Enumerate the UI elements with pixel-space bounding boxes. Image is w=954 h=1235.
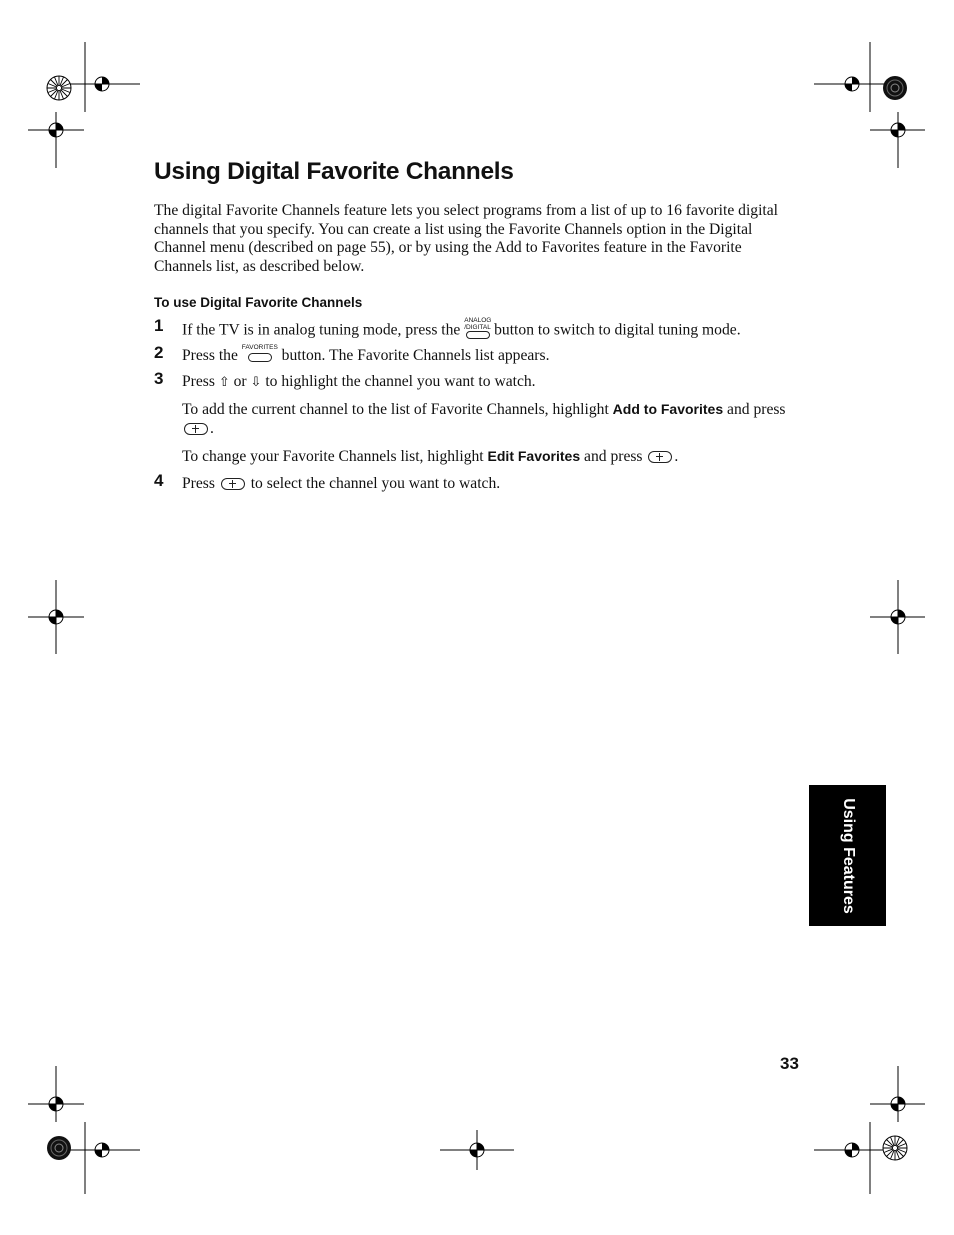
step-3-after: to highlight the channel you want to watch. [261, 373, 536, 390]
step-4-text [182, 475, 500, 494]
enter-button-icon [221, 478, 245, 490]
down-arrow-icon: ⇩ [250, 375, 262, 390]
note-2-after: and press [580, 448, 647, 465]
enter-button-icon [648, 451, 672, 463]
chapter-tab-label: Using Features [839, 797, 857, 914]
add-to-favorites-term: Add to Favorites [612, 401, 724, 417]
up-arrow-icon: ⇧ [218, 375, 230, 390]
note-2-end: . [674, 448, 679, 465]
chapter-tab [809, 785, 886, 926]
note-edit-favorites [182, 447, 678, 467]
digital-label: /DIGITAL [464, 324, 491, 331]
step-number: 2 [154, 343, 164, 362]
step-number: 3 [154, 369, 164, 388]
favorites-button-icon [242, 344, 278, 362]
favorites-pill [248, 353, 272, 362]
page-title: Using Digital Favorite Channels [154, 158, 514, 185]
page-number: 33 [780, 1054, 799, 1073]
note-add-favorites [182, 400, 802, 438]
enter-button-icon [184, 423, 208, 435]
edit-favorites-term: Edit Favorites [487, 448, 581, 464]
intro-paragraph: The digital Favorite Channels feature lets you select programs from a list of up to 16 favorite digital channels that you specify. You can create a list using the Favorite Channels option in the Digital Channel menu (described on page 55), or by using the Add to Favorites feature in the Favorite Channels list, as described below. [154, 202, 779, 275]
step-2-text [182, 344, 550, 366]
note-1-before: To add the current channel to the list of Favorite Channels, highlight [182, 401, 613, 418]
step-number: 1 [154, 316, 164, 335]
step-3-mid: or [229, 373, 251, 390]
step-2-after: button. The Favorite Channels list appears. [277, 347, 550, 364]
step-1-after: button to switch to digital tuning mode. [490, 321, 741, 339]
step-2-before: Press the [182, 347, 242, 364]
procedure-heading: To use Digital Favorite Channels [154, 295, 363, 310]
analog-digital-button-icon [464, 317, 490, 339]
note-1-end: . [210, 419, 214, 437]
step-1-before: If the TV is in analog tuning mode, press the [182, 321, 465, 339]
note-2-before: To change your Favorite Channels list, highlight [182, 448, 488, 465]
note-1-after: and press [723, 401, 786, 418]
step-4-after: to select the channel you want to watch. [246, 475, 501, 492]
step-1-text [182, 317, 741, 342]
analog-label: ANALOG [464, 317, 492, 324]
favorites-label: FAVORITES [241, 344, 278, 352]
step-4-before: Press [182, 475, 219, 492]
step-3-text [182, 373, 536, 393]
analog-digital-pill [466, 331, 490, 339]
step-3-before: Press [182, 373, 219, 390]
step-number: 4 [154, 471, 164, 490]
